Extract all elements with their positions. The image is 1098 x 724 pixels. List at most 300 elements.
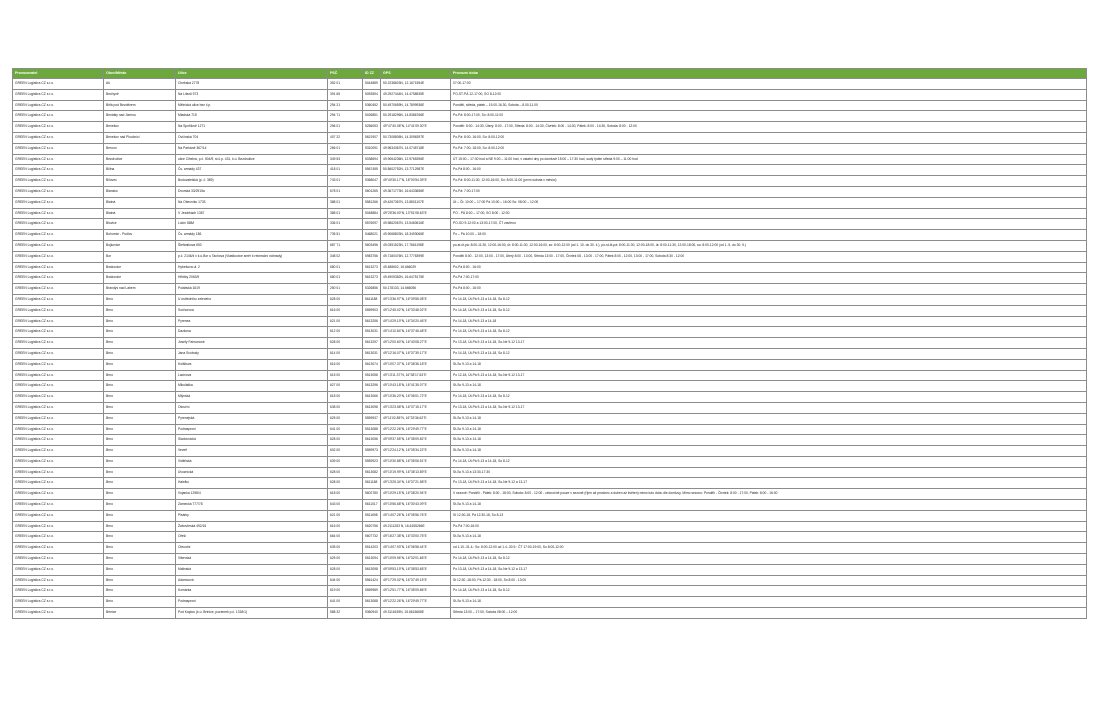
id-zz-cell[interactable]: 5053594 bbox=[363, 89, 381, 100]
id-zz-cell[interactable]: 5621907 bbox=[363, 132, 381, 143]
gps-cell[interactable]: 49°10'07.37"N, 16°38'36.18"E bbox=[381, 359, 451, 370]
provozni-doba-cell[interactable]: St-So 9-13 a 14-18 bbox=[451, 435, 1087, 446]
provozovatel-cell[interactable]: GREEN Logistics CZ s.r.o. bbox=[13, 273, 104, 284]
gps-cell[interactable]: 50.2238603N, 12.1671554E bbox=[381, 79, 451, 90]
psc-cell[interactable]: 680 01 bbox=[328, 273, 363, 284]
ulice-cell[interactable]: Čs. armády 186 bbox=[176, 230, 328, 241]
provozovatel-cell[interactable]: GREEN Logistics CZ s.r.o. bbox=[13, 348, 104, 359]
provozni-doba-cell[interactable]: St-So 9-13 a 14-18 bbox=[451, 597, 1087, 608]
obec-cell[interactable]: Brno bbox=[104, 338, 176, 349]
obec-cell[interactable]: Brno bbox=[104, 424, 176, 435]
psc-cell[interactable]: 612 00 bbox=[328, 327, 363, 338]
obec-cell[interactable]: Brno bbox=[104, 500, 176, 511]
ulice-cell[interactable]: Lacinova bbox=[176, 370, 328, 381]
psc-cell[interactable]: 664 00 bbox=[328, 532, 363, 543]
header-gps[interactable]: GPS bbox=[381, 69, 451, 79]
provozovatel-cell[interactable]: GREEN Logistics CZ s.r.o. bbox=[13, 111, 104, 122]
gps-cell[interactable]: 49°14'10.84"N, 16°37'46.48"E bbox=[381, 327, 451, 338]
provozovatel-cell[interactable]: GREEN Logistics CZ s.r.o. bbox=[13, 208, 104, 219]
id-zz-cell[interactable]: 5038694 bbox=[363, 154, 381, 165]
provozni-doba-cell[interactable]: St-So 9-13 a 14-18 bbox=[451, 500, 1087, 511]
provozovatel-cell[interactable]: GREEN Logistics CZ s.r.o. bbox=[13, 176, 104, 187]
ulice-cell[interactable]: Halelko bbox=[176, 478, 328, 489]
provozni-doba-cell[interactable]: St-So 9-13 a 14-18 bbox=[451, 424, 1087, 435]
provozni-doba-cell[interactable]: St-So 9-13 a 14-18 bbox=[451, 446, 1087, 457]
provozni-doba-cell[interactable]: po-st-čt-pá: 8:00-11:30, 12:00-16:00, út: 8:00-11:30, 12:00-16:00, so: 8:00-12:00 (od 1. 10. do 30. 4.), po-st-čt-pá: 8:00-11:30, 12:00-18:00, út: 8:00-11:30, 12:00-18:00, so: 8:00-12:00 (od 1. 5. do 30. 9.) bbox=[451, 240, 1087, 251]
gps-cell[interactable]: 49°12'00.60"N, 16°40'08.27"E bbox=[381, 338, 451, 349]
provozni-doba-cell[interactable]: Po-Pá 7:00-17:00 bbox=[451, 273, 1087, 284]
psc-cell[interactable]: 625 00 bbox=[328, 413, 363, 424]
provozni-doba-cell[interactable]: Po 14-18, Út-Pá 9-13 a 14-18, So 8-12 bbox=[451, 348, 1087, 359]
gps-cell[interactable]: 49°12'16.07"N, 16°37'39.17"E bbox=[381, 348, 451, 359]
gps-cell[interactable]: 49°12'22.26"N, 16°29'49.77"E bbox=[381, 597, 451, 608]
gps-cell[interactable]: 49°10'19.99"N, 16°38'13.89"E bbox=[381, 467, 451, 478]
gps-cell[interactable]: 49.2927444N, 14.4758535E bbox=[381, 89, 451, 100]
provozovatel-cell[interactable]: GREEN Logistics CZ s.r.o. bbox=[13, 435, 104, 446]
psc-cell[interactable]: 352 01 bbox=[328, 79, 363, 90]
psc-cell[interactable]: 388 01 bbox=[328, 197, 363, 208]
provozni-doba-cell[interactable]: Po – Pá 10:00 – 18:00 bbox=[451, 230, 1087, 241]
provozni-doba-cell[interactable]: Po 14-18, Út-Pá 9-13 a 14-18, So 8-12 bbox=[451, 392, 1087, 403]
provozni-doba-cell[interactable]: Po 13-18, Út-Pá 9-13 a 14-18, So-Ne 9-12 13-17 bbox=[451, 402, 1087, 413]
provozni-doba-cell[interactable]: ÚT 15:00 – 17:30 hod a NE 9:00 – 11:00 hod, v ostatní dny po domluvě 15:00 – 17:30 hod, sudý týden středa 9:00 – 11:00 hod bbox=[451, 154, 1087, 165]
ulice-cell[interactable]: Josefy Faimonové bbox=[176, 338, 328, 349]
ulice-cell[interactable]: Dazkova bbox=[176, 327, 328, 338]
provozovatel-cell[interactable]: GREEN Logistics CZ s.r.o. bbox=[13, 392, 104, 403]
provozni-doba-cell[interactable]: Po 14-18, Út-Pá 9-13 a 14-18, So 8-12 bbox=[451, 554, 1087, 565]
id-zz-cell[interactable]: 5581266 bbox=[363, 197, 381, 208]
provozovatel-cell[interactable]: GREEN Logistics CZ s.r.o. bbox=[13, 597, 104, 608]
gps-cell[interactable]: 49°10'29.15"N, 16°38'20.94"E bbox=[381, 489, 451, 500]
id-zz-cell[interactable]: 5559989 bbox=[363, 586, 381, 597]
obec-cell[interactable]: Boskovice bbox=[104, 273, 176, 284]
ulice-cell[interactable]: Mělnická ulice bez č.p. bbox=[176, 100, 328, 111]
provozovatel-cell[interactable]: GREEN Logistics CZ s.r.o. bbox=[13, 500, 104, 511]
obec-cell[interactable]: Brno bbox=[104, 381, 176, 392]
id-zz-cell[interactable]: 5511698 bbox=[363, 510, 381, 521]
id-zz-cell[interactable]: 5603496 bbox=[363, 240, 381, 251]
obec-cell[interactable]: Brno bbox=[104, 575, 176, 586]
ulice-cell[interactable]: V Jezárkách 1367 bbox=[176, 208, 328, 219]
provozovatel-cell[interactable]: GREEN Logistics CZ s.r.o. bbox=[13, 424, 104, 435]
id-zz-cell[interactable]: 5513031 bbox=[363, 327, 381, 338]
ulice-cell[interactable]: Obvodní bbox=[176, 543, 328, 554]
provozovatel-cell[interactable]: GREEN Logistics CZ s.r.o. bbox=[13, 186, 104, 197]
psc-cell[interactable]: 615 00 bbox=[328, 370, 363, 381]
id-zz-cell[interactable]: 5559923 bbox=[363, 456, 381, 467]
gps-cell[interactable]: 49°11'02.85"N, 16°33'36.62"E bbox=[381, 413, 451, 424]
id-zz-cell[interactable]: 5613098 bbox=[363, 402, 381, 413]
ulice-cell[interactable]: Malinská bbox=[176, 564, 328, 575]
provozovatel-cell[interactable]: GREEN Logistics CZ s.r.o. bbox=[13, 79, 104, 90]
psc-cell[interactable]: 628 00 bbox=[328, 564, 363, 575]
gps-cell[interactable]: 49.3671773N, 16.6433656E bbox=[381, 186, 451, 197]
psc-cell[interactable]: 250 01 bbox=[328, 284, 363, 295]
gps-cell[interactable]: 49.3116159N, 15.6615668E bbox=[381, 608, 451, 619]
obec-cell[interactable]: Brno bbox=[104, 413, 176, 424]
obec-cell[interactable]: Bezdružice bbox=[104, 154, 176, 165]
obec-cell[interactable]: Brno bbox=[104, 521, 176, 532]
psc-cell[interactable]: 294 21 bbox=[328, 100, 363, 111]
ulice-cell[interactable]: ulice Cihelná, p.č. 504/9, st.č.p. 431, k.ú. Bezdružice bbox=[176, 154, 328, 165]
id-zz-cell[interactable]: 5559937 bbox=[363, 413, 381, 424]
provozni-doba-cell[interactable]: Po 14-18, Út-Pá 9-13 a 14-18 bbox=[451, 316, 1087, 327]
provozovatel-cell[interactable]: GREEN Logistics CZ s.r.o. bbox=[13, 338, 104, 349]
id-zz-cell[interactable]: 5048884 bbox=[363, 208, 381, 219]
obec-cell[interactable]: Beroun bbox=[104, 143, 176, 154]
id-zz-cell[interactable]: 5983756 bbox=[363, 251, 381, 262]
provozovatel-cell[interactable]: GREEN Logistics CZ s.r.o. bbox=[13, 132, 104, 143]
obec-cell[interactable]: Bělá pod Bezdězem bbox=[104, 100, 176, 111]
ulice-cell[interactable]: Viděňská bbox=[176, 456, 328, 467]
gps-cell[interactable]: 49.4905382N, 16.6475175E bbox=[381, 273, 451, 284]
psc-cell[interactable]: 294 71 bbox=[328, 111, 363, 122]
psc-cell[interactable]: 643 00 bbox=[328, 500, 363, 511]
obec-cell[interactable]: Brno bbox=[104, 564, 176, 575]
gps-cell[interactable]: 49°12'45.02"N, 16°33'48.02"E bbox=[381, 305, 451, 316]
ulice-cell[interactable]: Štefánikova 653 bbox=[176, 240, 328, 251]
obec-cell[interactable]: Bechyně bbox=[104, 89, 176, 100]
id-zz-cell[interactable]: 5360940 bbox=[363, 608, 381, 619]
obec-cell[interactable]: Brno bbox=[104, 597, 176, 608]
id-zz-cell[interactable]: 5613082 bbox=[363, 467, 381, 478]
ulice-cell[interactable]: Komárka bbox=[176, 586, 328, 597]
psc-cell[interactable]: 644 00 bbox=[328, 575, 363, 586]
gps-cell[interactable]: 49°10'56.68"N, 16°30'43.09"E bbox=[381, 500, 451, 511]
psc-cell[interactable]: 687 71 bbox=[328, 240, 363, 251]
id-zz-cell[interactable]: 5611017 bbox=[363, 500, 381, 511]
id-zz-cell[interactable]: 5613098 bbox=[363, 564, 381, 575]
provozovatel-cell[interactable]: GREEN Logistics CZ s.r.o. bbox=[13, 467, 104, 478]
header-psc[interactable]: PSČ bbox=[328, 69, 363, 79]
obec-cell[interactable]: Boskovice bbox=[104, 262, 176, 273]
obec-cell[interactable]: Brno bbox=[104, 435, 176, 446]
ulice-cell[interactable]: Jana Svobody bbox=[176, 348, 328, 359]
gps-cell[interactable]: 49°09'37.55"N, 16°38'09.82"E bbox=[381, 435, 451, 446]
id-zz-cell[interactable]: 5513088 bbox=[363, 424, 381, 435]
id-zz-cell[interactable]: 5513058 bbox=[363, 370, 381, 381]
ulice-cell[interactable]: Hybešova ul. 2 bbox=[176, 262, 328, 273]
id-zz-cell[interactable]: 5602780 bbox=[363, 489, 381, 500]
obec-cell[interactable]: Bílovec bbox=[104, 176, 176, 187]
psc-cell[interactable]: 621 00 bbox=[328, 316, 363, 327]
ulice-cell[interactable]: Adamcová bbox=[176, 575, 328, 586]
provozovatel-cell[interactable]: GREEN Logistics CZ s.r.o. bbox=[13, 510, 104, 521]
obec-cell[interactable]: Bor bbox=[104, 251, 176, 262]
id-zz-cell[interactable]: 5613296 bbox=[363, 381, 381, 392]
ulice-cell[interactable]: Na Parkáně 367/14 bbox=[176, 143, 328, 154]
obec-cell[interactable]: Brandýs nad Labem bbox=[104, 284, 176, 295]
ulice-cell[interactable]: Podrasproni bbox=[176, 597, 328, 608]
provozni-doba-cell[interactable]: St-So 9-13 a 14-18 bbox=[451, 532, 1087, 543]
gps-cell[interactable]: 49.0391523N, 17.7661198E bbox=[381, 240, 451, 251]
gps-cell[interactable]: 50.7308806N, 14.3096397E bbox=[381, 132, 451, 143]
provozni-doba-cell[interactable]: Po 13-18, Út-Pá 9-13 a 14-18, So-Ne 9-12 13-17 bbox=[451, 338, 1087, 349]
provozovatel-cell[interactable]: GREEN Logistics CZ s.r.o. bbox=[13, 554, 104, 565]
gps-cell[interactable]: 49.9064236N, 12.9765396E bbox=[381, 154, 451, 165]
obec-cell[interactable]: Brno bbox=[104, 586, 176, 597]
psc-cell[interactable]: 621 00 bbox=[328, 510, 363, 521]
gps-cell[interactable]: 49°14'29.19"N, 16°34'20.46"E bbox=[381, 316, 451, 327]
provozni-doba-cell[interactable]: Pondělí 8:00 - 12:00, 13:00 - 17:00, Úterý 8:00 - 13:00, Středa 13:00 - 17:00, Čtvrtek 08 - 13:00 - 17:00, Pátek 8:00 - 12:00, 13:00 - 17:00, Sobota 8:30 - 12:00 bbox=[451, 251, 1087, 262]
provozni-doba-cell[interactable]: Út – Čt: 10:00 – 17:00 Pá 10:00 – 16:00 So: 08:00 – 12:00 bbox=[451, 197, 1087, 208]
provozni-doba-cell[interactable]: Po-Pá: 8:00-17:00, So: 8:00-11:00 bbox=[451, 111, 1087, 122]
provozni-doba-cell[interactable]: V sezoně: Pondělí - Pátek: 8:00 - 18:00, Sobota: 8:00 - 12:00 - celoročně pouze v sezoně (říjen až prosinec a duben až květen) mimo tuto dobu dle domluvy, Mimo sezonu: Pondělí - Čtvrtek: 8:00 - 17:00, Pátek: 8:00 - 16:00 bbox=[451, 489, 1087, 500]
provozovatel-cell[interactable]: GREEN Logistics CZ s.r.o. bbox=[13, 122, 104, 133]
ulice-cell[interactable]: Sochorova bbox=[176, 305, 328, 316]
id-zz-cell[interactable]: 5559973 bbox=[363, 446, 381, 457]
provozni-doba-cell[interactable]: St 12:30-18, Pá 12:30-18, So 8-13 bbox=[451, 510, 1087, 521]
ulice-cell[interactable]: Na Libuši 973 bbox=[176, 89, 328, 100]
gps-cell[interactable]: 49°10'36.20"N, 16°36'01.72"E bbox=[381, 392, 451, 403]
ulice-cell[interactable]: p.č. 2146/4 v k.ú.Bor u Tachova (Vlastkovice směr k rekreační náhrady) bbox=[176, 251, 328, 262]
provozovatel-cell[interactable]: GREEN Logistics CZ s.r.o. bbox=[13, 143, 104, 154]
obec-cell[interactable]: Brno bbox=[104, 467, 176, 478]
provozni-doba-cell[interactable]: Po 14-18, Út-Pá 9-13 a 14-18, So 8-12 bbox=[451, 327, 1087, 338]
header-id-zz[interactable]: ID ZZ bbox=[363, 69, 381, 79]
obec-cell[interactable]: Brno bbox=[104, 327, 176, 338]
psc-cell[interactable]: 388 01 bbox=[328, 208, 363, 219]
id-zz-cell[interactable]: 5613273 bbox=[363, 273, 381, 284]
obec-cell[interactable]: Blansko bbox=[104, 186, 176, 197]
psc-cell[interactable]: 602 00 bbox=[328, 446, 363, 457]
psc-cell[interactable]: 628 00 bbox=[328, 338, 363, 349]
obec-cell[interactable]: Brno bbox=[104, 392, 176, 403]
provozni-doba-cell[interactable]: Po 14-18, Út-Pá 9-13 a 14-18, So 8-12 bbox=[451, 586, 1087, 597]
gps-cell[interactable]: 50.5602752N, 13.7712987E bbox=[381, 165, 451, 176]
provozovatel-cell[interactable]: GREEN Logistics CZ s.r.o. bbox=[13, 370, 104, 381]
gps-cell[interactable]: 49°40'30.17"N, 18°00'54.39"E bbox=[381, 176, 451, 187]
psc-cell[interactable]: 348 02 bbox=[328, 251, 363, 262]
obec-cell[interactable]: Brno bbox=[104, 478, 176, 489]
provozni-doba-cell[interactable]: Po 14-18, Út-Pá 9-13 a 14-18, So 8-12 bbox=[451, 456, 1087, 467]
gps-cell[interactable]: 50.2918296N, 14.8386766E bbox=[381, 111, 451, 122]
provozni-doba-cell[interactable]: Po 14-18, Út-Pá 9-13 a 14-18, So 8-12 bbox=[451, 294, 1087, 305]
provozni-doba-cell[interactable]: St-So 9-13 a 14-18 bbox=[451, 359, 1087, 370]
psc-cell[interactable]: 614 00 bbox=[328, 348, 363, 359]
psc-cell[interactable]: 266 01 bbox=[328, 143, 363, 154]
id-zz-cell[interactable]: 5326856 bbox=[363, 284, 381, 295]
provozovatel-cell[interactable]: GREEN Logistics CZ s.r.o. bbox=[13, 413, 104, 424]
provozni-doba-cell[interactable]: Po 13-18, Út-Pá 9-13 a 14-18, So-Ne 9-12 a 13-17 bbox=[451, 478, 1087, 489]
provozovatel-cell[interactable]: GREEN Logistics CZ s.r.o. bbox=[13, 446, 104, 457]
psc-cell[interactable]: 680 01 bbox=[328, 262, 363, 273]
provozovatel-cell[interactable]: GREEN Logistics CZ s.r.o. bbox=[13, 305, 104, 316]
gps-cell[interactable]: 49.5862067N, 13.5460616E bbox=[381, 219, 451, 230]
id-zz-cell[interactable]: 5620756 bbox=[363, 521, 381, 532]
gps-cell[interactable]: 49°10'30.88"N, 16°35'06.51"E bbox=[381, 456, 451, 467]
psc-cell[interactable]: 639 00 bbox=[328, 456, 363, 467]
ulice-cell[interactable]: Na Obecníku 1733 bbox=[176, 197, 328, 208]
header-obec[interactable]: Obec/Město bbox=[104, 69, 176, 79]
provozovatel-cell[interactable]: GREEN Logistics CZ s.r.o. bbox=[13, 564, 104, 575]
provozovatel-cell[interactable]: GREEN Logistics CZ s.r.o. bbox=[13, 359, 104, 370]
ulice-cell[interactable]: Pod Kaplou (k.ú. Brtnice, pozemek p.č. 1318/1) bbox=[176, 608, 328, 619]
gps-cell[interactable]: 49°09'53.19"N, 16°38'53.65"E bbox=[381, 564, 451, 575]
gps-cell[interactable]: 49.4267367N, 13.8801107E bbox=[381, 197, 451, 208]
gps-cell[interactable]: 49°13'25.34"N, 16°37'21.58"E bbox=[381, 478, 451, 489]
provozni-doba-cell[interactable]: Po-Pá: 8:00-11:30, 12:00-16:00, So: 8:00-11:00 (první sobota v měsíci) bbox=[451, 176, 1087, 187]
id-zz-cell[interactable]: 5513094 bbox=[363, 554, 381, 565]
gps-cell[interactable]: 49.9068803N, 18.3493066E bbox=[381, 230, 451, 241]
psc-cell[interactable]: 618 00 bbox=[328, 489, 363, 500]
id-zz-cell[interactable]: 5613273 bbox=[363, 262, 381, 273]
id-zz-cell[interactable]: 5468021 bbox=[363, 230, 381, 241]
ulice-cell[interactable]: Hřbitky 2063/9 bbox=[176, 273, 328, 284]
ulice-cell[interactable]: Podrasproni bbox=[176, 424, 328, 435]
psc-cell[interactable]: 349 53 bbox=[328, 154, 363, 165]
psc-cell[interactable]: 407 22 bbox=[328, 132, 363, 143]
psc-cell[interactable]: 336 01 bbox=[328, 219, 363, 230]
gps-cell[interactable]: 49°14'07.26"N, 16°35'56.76"E bbox=[381, 510, 451, 521]
gps-cell[interactable]: 49°16'27.38"N, 16°33'00.75"E bbox=[381, 532, 451, 543]
obec-cell[interactable]: Benešov nad Ploučnicí bbox=[104, 132, 176, 143]
ulice-cell[interactable]: Okružní bbox=[176, 402, 328, 413]
obec-cell[interactable]: Brno bbox=[104, 510, 176, 521]
provozovatel-cell[interactable]: GREEN Logistics CZ s.r.o. bbox=[13, 230, 104, 241]
obec-cell[interactable]: Brno bbox=[104, 456, 176, 467]
obec-cell[interactable]: Brno bbox=[104, 359, 176, 370]
provozovatel-cell[interactable]: GREEN Logistics CZ s.r.o. bbox=[13, 521, 104, 532]
obec-cell[interactable]: Bojkovice bbox=[104, 240, 176, 251]
ulice-cell[interactable]: Pyrenejská bbox=[176, 413, 328, 424]
provozni-doba-cell[interactable]: St-So 9-13 a 13:30-17:30 bbox=[451, 467, 1087, 478]
ulice-cell[interactable]: Dvorská 33/2915a bbox=[176, 186, 328, 197]
provozovatel-cell[interactable]: GREEN Logistics CZ s.r.o. bbox=[13, 456, 104, 467]
id-zz-cell[interactable]: 5514203 bbox=[363, 543, 381, 554]
ulice-cell[interactable]: Mladská 715 bbox=[176, 111, 328, 122]
obec-cell[interactable]: Brno bbox=[104, 402, 176, 413]
psc-cell[interactable]: 418 01 bbox=[328, 165, 363, 176]
ulice-cell[interactable]: Pyrenea bbox=[176, 316, 328, 327]
psc-cell[interactable]: 628 00 bbox=[328, 467, 363, 478]
provozni-doba-cell[interactable]: St-So 9-13 a 14-18 bbox=[451, 413, 1087, 424]
provozni-doba-cell[interactable]: Po-Pá 8:00 - 16:00 bbox=[451, 165, 1087, 176]
psc-cell[interactable]: 627 00 bbox=[328, 381, 363, 392]
psc-cell[interactable]: 256 01 bbox=[328, 122, 363, 133]
provozovatel-cell[interactable]: GREEN Logistics CZ s.r.o. bbox=[13, 316, 104, 327]
gps-cell[interactable]: 49°13'36.97"N, 16°39'55.08"E bbox=[381, 294, 451, 305]
ulice-cell[interactable]: Zámecká 777/78 bbox=[176, 500, 328, 511]
ulice-cell[interactable]: Ovčínská 704 bbox=[176, 132, 328, 143]
id-zz-cell[interactable]: 5044889 bbox=[363, 79, 381, 90]
obec-cell[interactable]: Brno bbox=[104, 489, 176, 500]
provozni-doba-cell[interactable]: Po-Pá: 7:00-17:00 bbox=[451, 186, 1087, 197]
id-zz-cell[interactable]: 5368047 bbox=[363, 176, 381, 187]
obec-cell[interactable]: Aš bbox=[104, 79, 176, 90]
id-zz-cell[interactable]: 5561424 bbox=[363, 575, 381, 586]
id-zz-cell[interactable]: 5360452 bbox=[363, 100, 381, 111]
provozni-doba-cell[interactable]: Po 14-18, Út-Pá 9-13 a 14-18, So 8-12 bbox=[451, 305, 1087, 316]
provozni-doba-cell[interactable]: Po-Pá 7:00-16:00 bbox=[451, 521, 1087, 532]
provozni-doba-cell[interactable]: Po-Pá: 8:00- 16:00, So: 8:00-12:00 bbox=[451, 132, 1087, 143]
provozni-doba-cell[interactable]: Po-Pá 8:00 - 16:00 bbox=[451, 284, 1087, 295]
id-zz-cell[interactable]: 5607732 bbox=[363, 532, 381, 543]
provozovatel-cell[interactable]: GREEN Logistics CZ s.r.o. bbox=[13, 251, 104, 262]
provozni-doba-cell[interactable]: PO-SO 9-12:00 a 13:00-17:00, ČT zavřeno bbox=[451, 219, 1087, 230]
gps-cell[interactable]: 49°12'51.77"N, 16°35'09.86"E bbox=[381, 586, 451, 597]
provozni-doba-cell[interactable]: PO-ST-PÁ 12-17:00, SO 8-12:00 bbox=[451, 89, 1087, 100]
provozovatel-cell[interactable]: GREEN Logistics CZ s.r.o. bbox=[13, 402, 104, 413]
provozovatel-cell[interactable]: GREEN Logistics CZ s.r.o. bbox=[13, 489, 104, 500]
psc-cell[interactable]: 635 00 bbox=[328, 543, 363, 554]
id-zz-cell[interactable]: 5611188 bbox=[363, 294, 381, 305]
gps-cell[interactable]: 49°17'29.02"N, 16°37'49.15"E bbox=[381, 575, 451, 586]
obec-cell[interactable]: Brno bbox=[104, 532, 176, 543]
provozni-doba-cell[interactable]: Po 12-18, Út-Pá 9-13 a 14-18, So-Ne 9-12 13-17 bbox=[451, 370, 1087, 381]
ulice-cell[interactable]: Ořeší bbox=[176, 532, 328, 543]
obec-cell[interactable]: Benešov bbox=[104, 122, 176, 133]
gps-cell[interactable]: 49°10'43.18"N, 16°41'35.07"E bbox=[381, 381, 451, 392]
obec-cell[interactable]: Bohumín - Pudlov bbox=[104, 230, 176, 241]
gps-cell[interactable]: 49°12'22.26"N, 16°29'49.77"E bbox=[381, 424, 451, 435]
id-zz-cell[interactable]: 5576097 bbox=[363, 219, 381, 230]
ulice-cell[interactable]: Mlýnská bbox=[176, 392, 328, 403]
provozni-doba-cell[interactable]: od 1.10.-31.4.: So: 8:00-12:00 od 1.4.-30.9.: ČT 17:00-19:00, So 8:00-12:00 bbox=[451, 543, 1087, 554]
obec-cell[interactable]: Brno bbox=[104, 446, 176, 457]
ulice-cell[interactable]: Čs. armády 437 bbox=[176, 165, 328, 176]
provozovatel-cell[interactable]: GREEN Logistics CZ s.r.o. bbox=[13, 154, 104, 165]
psc-cell[interactable]: 628 00 bbox=[328, 294, 363, 305]
id-zz-cell[interactable]: 5611188 bbox=[363, 478, 381, 489]
obec-cell[interactable]: Brno bbox=[104, 305, 176, 316]
provozni-doba-cell[interactable]: Pondělí: 8:00 - 14:30, Úterý: 8:00 - 17:00, Středa: 8:00 - 14:30, Čtvrtek: 8:00 - 14:30, Pátek: 8:00 - 14:30, Sobota: 8:00 - 12:00 bbox=[451, 122, 1087, 133]
psc-cell[interactable]: 619 00 bbox=[328, 586, 363, 597]
ulice-cell[interactable]: Luční 888/I bbox=[176, 219, 328, 230]
provozovatel-cell[interactable]: GREEN Logistics CZ s.r.o. bbox=[13, 586, 104, 597]
psc-cell[interactable]: 588 32 bbox=[328, 608, 363, 619]
gps-cell[interactable]: 49°47'40.08"N, 14°41'09.30"E bbox=[381, 122, 451, 133]
provozni-doba-cell[interactable]: 07:00-17:00 bbox=[451, 79, 1087, 90]
psc-cell[interactable]: 618 00 bbox=[328, 392, 363, 403]
psc-cell[interactable]: 641 00 bbox=[328, 597, 363, 608]
psc-cell[interactable]: 638 00 bbox=[328, 402, 363, 413]
ulice-cell[interactable]: Budovatelská (p. č. 389) bbox=[176, 176, 328, 187]
obec-cell[interactable]: Brno bbox=[104, 543, 176, 554]
obec-cell[interactable]: Blatná bbox=[104, 208, 176, 219]
obec-cell[interactable]: Brno bbox=[104, 370, 176, 381]
id-zz-cell[interactable]: 5613256 bbox=[363, 316, 381, 327]
obec-cell[interactable]: Brno bbox=[104, 348, 176, 359]
ulice-cell[interactable]: Polabská 1619 bbox=[176, 284, 328, 295]
psc-cell[interactable]: 678 01 bbox=[328, 186, 363, 197]
gps-cell[interactable]: 49°13'23.58"N, 16°37'15.17"E bbox=[381, 402, 451, 413]
gps-cell[interactable]: 49°12'24.12"N, 16°35'34.22"E bbox=[381, 446, 451, 457]
psc-cell[interactable]: 616 00 bbox=[328, 521, 363, 532]
provozni-doba-cell[interactable]: PO - PÁ 8:00 – 17:00, SO 8:00 - 12:00 bbox=[451, 208, 1087, 219]
ulice-cell[interactable]: Žabovřeská 492/16 bbox=[176, 521, 328, 532]
id-zz-cell[interactable]: 5613074 bbox=[363, 359, 381, 370]
psc-cell[interactable]: 743 01 bbox=[328, 176, 363, 187]
header-provozovatel[interactable]: Provozovatel bbox=[13, 69, 104, 79]
gps-cell[interactable]: 50.178133, 14.666056 bbox=[381, 284, 451, 295]
gps-cell[interactable]: 50.4970659N, 14.7899936E bbox=[381, 100, 451, 111]
ulice-cell[interactable]: Viševská bbox=[176, 554, 328, 565]
provozovatel-cell[interactable]: GREEN Logistics CZ s.r.o. bbox=[13, 197, 104, 208]
obec-cell[interactable]: Brno bbox=[104, 294, 176, 305]
provozovatel-cell[interactable]: GREEN Logistics CZ s.r.o. bbox=[13, 262, 104, 273]
id-zz-cell[interactable]: 5613088 bbox=[363, 597, 381, 608]
psc-cell[interactable]: 628 00 bbox=[328, 478, 363, 489]
provozovatel-cell[interactable]: GREEN Logistics CZ s.r.o. bbox=[13, 165, 104, 176]
provozni-doba-cell[interactable]: Po 13-18, Út-Pá 9-13 a 14-18, So-Ne 9-12 a 13-17 bbox=[451, 564, 1087, 575]
provozovatel-cell[interactable]: GREEN Logistics CZ s.r.o. bbox=[13, 89, 104, 100]
provozovatel-cell[interactable]: GREEN Logistics CZ s.r.o. bbox=[13, 575, 104, 586]
provozni-doba-cell[interactable]: Pondělí, středa, pátek – 15.00-16.30, Sobota – 8.00-11.00 bbox=[451, 100, 1087, 111]
id-zz-cell[interactable]: 5601265 bbox=[363, 186, 381, 197]
gps-cell[interactable]: 49.488602, 16.666029 bbox=[381, 262, 451, 273]
obec-cell[interactable]: Bílina bbox=[104, 165, 176, 176]
